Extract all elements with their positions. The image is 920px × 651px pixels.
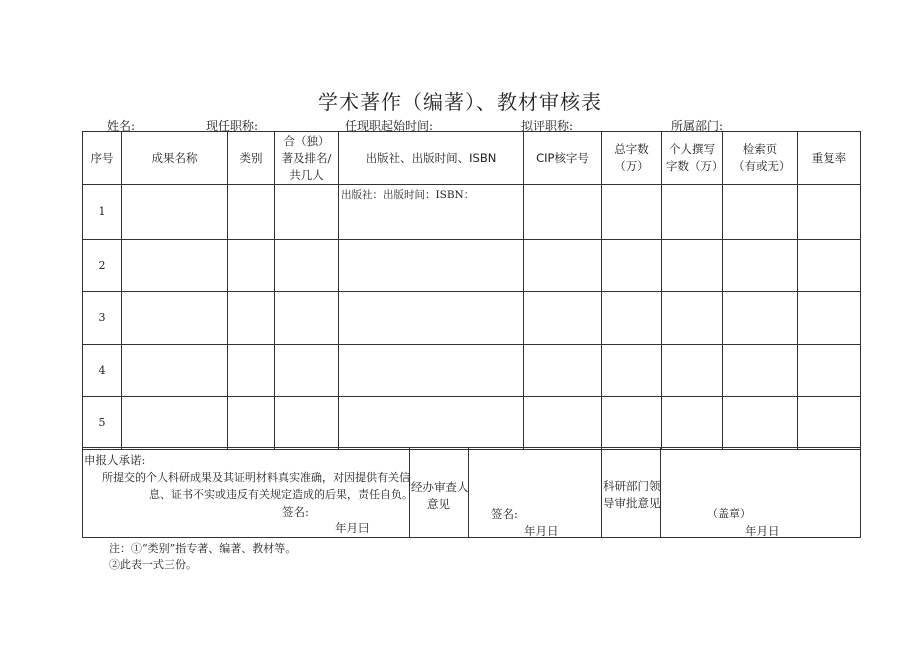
office-reviewer-opinion-cell[interactable] [469,448,602,538]
current-title-label: 现任职称: [206,119,259,133]
duplication-rate-cell[interactable] [798,292,861,345]
personal-words-cell[interactable] [662,185,723,240]
publisher-cell[interactable] [339,397,524,450]
publisher-cell[interactable]: 出版社：出版时间：ISBN： [339,185,524,240]
personal-words-cell[interactable] [662,344,723,397]
promise-text-line1: 所提交的个人科研成果及其证明材料真实准确，对因提供有关信 [102,471,410,484]
authorship-cell[interactable] [275,292,339,345]
table-row [83,292,861,345]
header-personal-words: 个人撰写字数（万） [662,132,723,185]
proposed-title-label: 拟评职称: [521,119,574,133]
index-page-cell[interactable] [723,185,798,240]
duplication-rate-cell[interactable] [798,344,861,397]
header-category: 类别 [228,132,275,185]
header-index: 序号 [83,132,122,185]
dept-leader-label-cell [602,448,661,538]
approval-table [82,447,861,538]
header-total-words: 总字数（万） [602,132,662,185]
name-label: 姓名: [107,119,136,133]
total-words-cell[interactable] [602,185,662,240]
index-page-cell[interactable] [723,239,798,292]
cip-cell[interactable] [524,397,602,450]
category-cell[interactable] [228,344,275,397]
personal-words-cell[interactable] [662,292,723,345]
cip-cell[interactable] [524,292,602,345]
table-row [83,397,861,450]
authorship-cell[interactable] [275,239,339,292]
table-row [83,344,861,397]
work-name-cell[interactable] [122,344,228,397]
category-cell[interactable] [228,292,275,345]
work-name-cell[interactable] [122,292,228,345]
page-title: 学术著作（编著）、教材审核表 [318,90,602,114]
header-work-name: 成果名称 [122,132,228,185]
row-number: 3 [83,292,122,345]
review-table [82,131,861,450]
reviewer-sign-label: 签名: [491,507,518,521]
duplication-rate-cell[interactable] [798,185,861,240]
table-row [83,239,861,292]
index-page-cell[interactable] [723,397,798,450]
work-name-cell[interactable] [122,185,228,240]
index-page-cell[interactable] [723,344,798,397]
applicant-date: 年月曰 [335,521,370,535]
personal-words-cell[interactable] [662,239,723,292]
note-line1: 注：①“类别”指专著、编著、教材等。 [109,542,297,555]
category-cell[interactable] [228,397,275,450]
publisher-cell[interactable] [339,344,524,397]
work-name-cell[interactable] [122,397,228,450]
work-name-cell[interactable] [122,239,228,292]
index-page-cell[interactable] [723,292,798,345]
category-cell[interactable] [228,239,275,292]
authorship-cell[interactable] [275,397,339,450]
row-number: 2 [83,239,122,292]
row-number: 4 [83,344,122,397]
header-index-page: 检索页（有或无） [723,132,798,185]
department-label: 所属部门: [671,119,724,133]
row-number: 1 [83,185,122,240]
publisher-cell[interactable] [339,239,524,292]
dept-leader-opinion-cell[interactable] [661,448,861,538]
cip-cell[interactable] [524,185,602,240]
applicant-promise-cell [83,448,413,538]
dept-date: 年月日 [745,524,780,538]
row-number: 5 [83,397,122,450]
authorship-cell[interactable] [275,185,339,240]
total-words-cell[interactable] [602,397,662,450]
total-words-cell[interactable] [602,239,662,292]
dept-leader-label-line2: 导审批意见 [603,496,661,510]
office-reviewer-label-line1: 经办审查人 [411,480,469,494]
personal-words-cell[interactable] [662,397,723,450]
header-authorship: 合（独）著及排名/共几人 [275,132,339,185]
header-cip: CIP核字号 [524,132,602,185]
duplication-rate-cell[interactable] [798,397,861,450]
duplication-rate-cell[interactable] [798,239,861,292]
publisher-cell[interactable] [339,292,524,345]
applicant-sign-label: 签名: [282,505,309,519]
office-reviewer-label-line2: 意见 [427,497,450,511]
table-row [83,185,861,240]
category-cell[interactable] [228,185,275,240]
total-words-cell[interactable] [602,292,662,345]
office-reviewer-label-cell [410,448,469,538]
authorship-cell[interactable] [275,344,339,397]
seal-label: （盖章） [707,507,751,520]
promise-text-line2: 息、证书不实或违反有关规定造成的后果，责任自负。 [149,488,413,501]
dept-leader-label-line1: 科研部门领 [603,479,661,493]
table-header-row [83,132,861,185]
header-publisher: 出版社、出版时间、ISBN [339,132,524,185]
total-words-cell[interactable] [602,344,662,397]
cip-cell[interactable] [524,239,602,292]
note-line2: ②此表一式三份。 [109,558,197,571]
cip-cell[interactable] [524,344,602,397]
reviewer-date: 年月日 [524,524,559,538]
header-duplication-rate: 重复率 [798,132,861,185]
promise-label: 申报人承诺: [84,453,146,467]
start-date-label: 任现职起始时间: [345,119,434,133]
